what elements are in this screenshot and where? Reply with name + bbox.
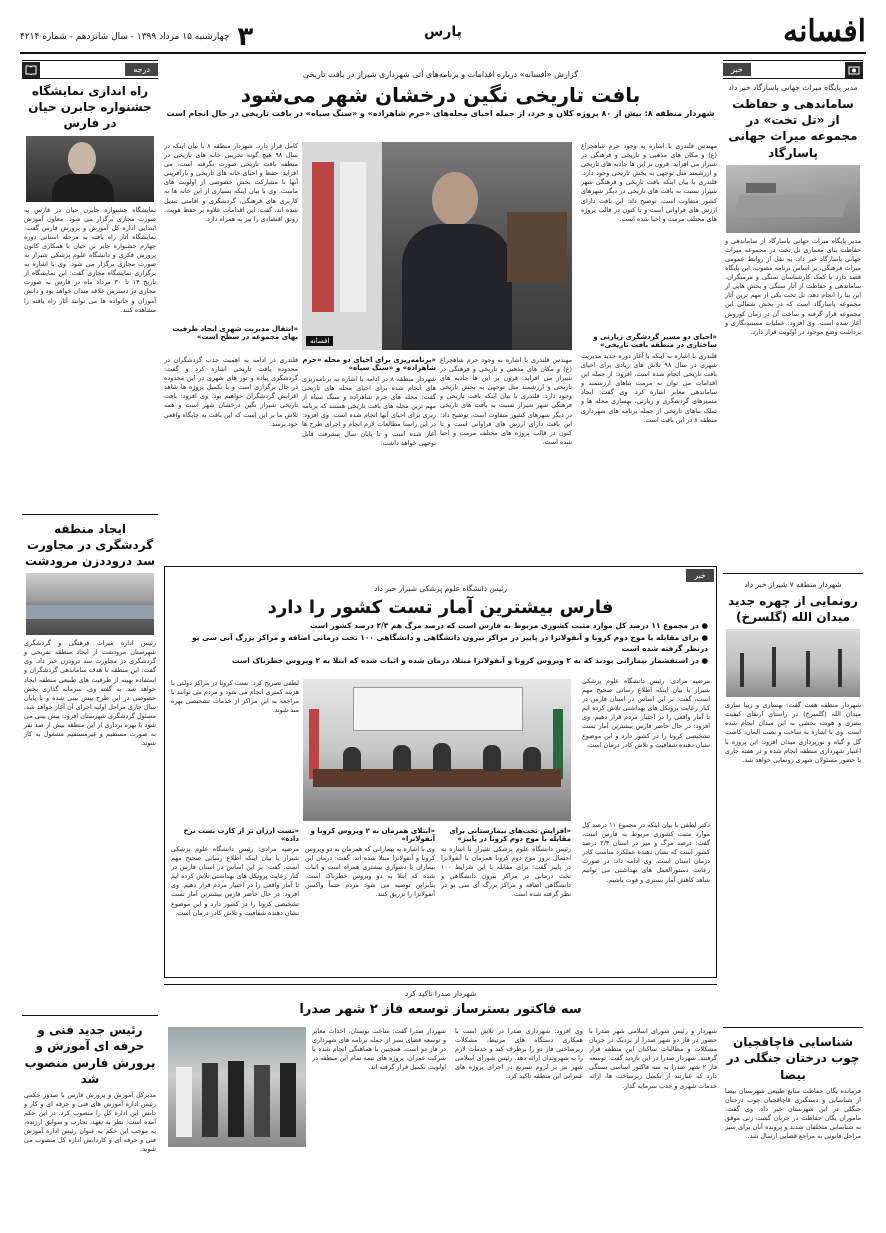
lead-body-b: قلندری با اشاره به اینکه با آغاز دوره جدید مدیریت شهری در سال ۹۸ تلاش های زیادی برای احیای بافت تاریخی انجام شده است، افزود: از جمله این اقدامات می توان به مرمت بناهای ارزشمند و ساماندهی معابر اشاره کرد. وی گفت: ایجاد مسیرهای گردشگری و زیارتی، بهسازی محله ها و تملک بناهای تاریخی از جمله برنامه های شهرداری منطقه ۸ در این بافت است. [581, 352, 717, 424]
right-story1-kicker: مدیر پایگاه میراث جهانی پاسارگاد خبر داد [728, 83, 858, 92]
second-story-tagbar [167, 569, 714, 582]
second-col-left [171, 827, 299, 973]
right-story3-title: شناسایی قاچاقچیان چوب درختان جنگلی در بیضا [726, 1035, 860, 1082]
third-body-a: شهردار و رئیس شورای اسلامی شهر صدرا با حضور در فاز دو شهر صدرا از نزدیک در جریان مشکلات و مطالبات ساکنان این منطقه قرار گرفتند. شهردار صدرا در این بازدید گفت: توسعه فاز ۲ شهر صدرا به سه فاکتور اساسی بستگی دارد که عبارتند از تکمیل زیرساخت ها، ارائه خدمات شهری و جذب سرمایه گذار. [589, 1027, 717, 1090]
bullet-item: ● در استفشمار بیمارانی بودند که به ۲ ویروس کرونا و آنفولانزا مبتلا، درمان شده و اثبات شده که ابتلا به ۲ ویروس خطرناک است [231, 655, 708, 665]
lead-body-e: قلندری در ادامه به اهمیت جذب گردشگران در محدوده بافت تاریخی اشاره کرد و گفت: گردشگری پیاده و تور های شهری در این محدوده در حال برگزاری است و با تکمیل پروژه ها شاهد افزایش گردشگران خواهیم بود. وی افزود: بافت تاریخی شیراز نگین درخشان شهر است و همه تلاش ما بر این است که این بافت به جایگاه واقعی خود برسد. [164, 356, 298, 428]
left-story3-title: رئیس جدید فنی و حرفه ای آموزش و پرورش فارس منصوب شد [24, 1023, 156, 1086]
right-story2-body: شهردار منطقه هفت گفت: بهسازی و زیبا سازی میدان الله (گلسرخ) در راستای ارتقای کیفیت بصری و هویت بخشی به این میدان انجام شده است. وی با اشاره به ساخت و نصب المان، کاشت گل و گیاه و نورپردازی میدان افزود: این پروژه با اعتبار شهرداری منطقه انجام شده و در هفته جاری با حضور مسئولان شهری رونمایی خواهد شد. [725, 701, 861, 764]
left-tagbar [22, 61, 158, 79]
lead-kicker: گزارش «افسانه» درباره اقدامات و برنامه‌های آتی شهرداری شیراز در بافت تاریخی [302, 70, 579, 79]
third-story-kicker: شهردار صدرا تاکید کرد [404, 989, 477, 998]
second-body-d: وی با اشاره به بیمارانی که همزمان به دو ویروس کرونا و آنفولانزا مبتلا شده اند، گفت: درمان این بیماران با دشواری بیشتری همراه است و اثبات شده که ابتلا به دو ویروس خطرناک است. بنابراین توصیه می شود مردم حتماً واکسن آنفولانزا را تزریق کنند. [305, 845, 435, 899]
section-name: پارس [424, 24, 462, 40]
lead-col-mid-left [164, 356, 298, 562]
right-story1-photo [726, 165, 860, 233]
left-story1-body: نمایشگاه جشنواره جابرن حیان در فارس به صورت مجازی برگزار می شود. معاون آموزش ابتدایی اداره کل آموزش و پرورش فارس گفت: نمایشگاه آثار راه یافته به مرحله استانی دوره چهارم جشنواره جابر بن حیان با همکاری کانون پرورش فکری و دانشگاه علوم پزشکی شیراز به صورت مجازی برگزار می شود. وی با اشاره به برگزاری نمایشگاه مجازی گفت: این نمایشگاه از تاریخ ۱۴ تا ۳۰ مرداد ماه در فارس به صورت مجازی در دسترس علاقه مندان خواهد بود و دانش آموزان و خانواده ها می توانند آثار راه یافته را مشاهده کنند. [24, 205, 157, 314]
lead-photo-tag: افسانه [306, 336, 333, 346]
lead-subhead-3: «انتقال مدیریت شهری ایجاد ظرفیت بهای مجموعه در سطح است» [172, 325, 298, 341]
right-story3-body: فرمانده یگان حفاظت منابع طبیعی شهرستان بیضا از شناسایی و دستگیری قاچاقچیان چوب درختان جنگلی در این شهرستان خبر داد. وی گفت: ماموران یگان حفاظت در جریان گشت زنی موفق به شناسایی متخلفان شدند و پرونده آنان برای سیر مراحل قانونی به مراجع قضایی ارسال شد. [725, 1086, 861, 1141]
book-icon [22, 62, 40, 78]
third-col-left [312, 1027, 446, 1219]
left-story1-title: راه اندازی نمایشگاه جشنواره جابرن حیان در فارس [28, 84, 152, 131]
right-story2-photo [726, 629, 860, 697]
right-column [723, 60, 863, 1220]
camera-icon [845, 62, 863, 78]
date-line: چهارشنبه ۱۵ مرداد ۱۳۹۹ - سال شانزدهم - شماره ۴۲۱۴ [20, 32, 230, 42]
lead-col-right [581, 142, 717, 562]
second-col-left-top [171, 679, 299, 821]
second-body-e: لطفی تصریح کرد: تست کرونا در مراکز دولتی با هزینه کمتری انجام می شود و مردم می توانند با مراجعه به این مراکز از خدمات تشخیصی بهره مند شوند. [171, 679, 299, 715]
lead-body-d: کامل قرار دارد. شهردار منطقه ۸ با بیان اینکه در سال ۹۸ هیچ گونه تخریبی خانه های تاریخی در منطقه بافت تاریخی صورت نگرفته است، می افزاید: حفظ و احیای خانه های تاریخی و بازآفرینی آنها با مشارکت بخش خصوصی از اولویت های ماست. وی با بیان اینکه بسیاری از این خانه ها به کاربری های فرهنگی، گردشگری و اقامتی تبدیل شده اند، گفت: این اقدامات علاوه بر حفظ هویت، رونق اقتصادی را نیز به همراه دارد. [164, 142, 298, 223]
second-body-b: دکتر لطفی با بیان اینکه در مجموع ۱۱ درصد کل موارد مثبت کشوری مربوط به فارس است، گفت: درصد مرگ و میر در استان ۲/۳ درصد کشور است که نشان دهنده عملکرد مناسب کادر درمان استان است. وی ادامه داد: در صورت رعایت دستورالعمل های بهداشتی می توانیم شاهد کاهش آمار بستری و فوت باشیم. [582, 821, 710, 884]
lead-summary: شهردار منطقه ۸: بیش از ۸۰ پروژه کلان و خرد، از جمله احیای محله‌های «حرم شاهزاده» و «سنگ سیاه» در بافت تاریخی در حال انجام است [166, 109, 715, 118]
right-tagbar [723, 61, 863, 79]
right-story1-body: مدیر پایگاه میراث جهانی پاسارگاد از ساماندهی و حفاظت بنای معماری تل تخت در مجموعه میراث جهانی پاسارگاد خبر داد. به نقل از روابط عمومی میراث فرهنگی، بر اساس برنامه مصوب، این پایگاه قصد دارد با کمک کارشناسان سنگی و مرمتگران، ساماندهی و حفاظت از آثار سنگی و بخش هایی از این بنا را انجام دهد. تل تخت یکی از مهم ترین آثار مجموعه پاسارگاد است که در بخش شمالی این مجموعه قرار گرفته و ساخت آن در زمان کوروش آغاز شده است. وی افزود: عملیات مستندنگاری و برداشت وضع موجود در اولویت قرار دارد. [725, 236, 861, 336]
divider [22, 514, 158, 515]
lead-subhead-1: «احیای دو مسیر گردشگری زیارتی و ساختاری در منطقه بافت تاریخی» [593, 333, 717, 349]
lead-title: بافت تاریخی نگین درخشان شهر می‌شود [240, 83, 641, 107]
second-subhead-3: «تست ارزان تر از کارت تست نرخ داده» [183, 827, 299, 843]
left-story2-body: رئیس اداره میراث فرهنگی و گردشگری شهرستان مرودشت از ایجاد منطقه تفریحی و گردشگری در مجاورت سد درودزن خبر داد. وی گفت: این منطقه با هدف ساماندهی گردشگران و استفاده بهینه از ظرفیت های طبیعی منطقه ایجاد خواهد شد. به گفته وی، سرمایه گذاری بخش خصوصی در این طرح پیش بینی شده و تا پایان سال جاری مراحل اولیه اجرای آن آغاز خواهد شد. مسئول گردشگری شهرستان افزود: پیش بینی می شود با بهره برداری از این منطقه بیش از صد نفر به صورت مستقیم و غیرمستقیم مشغول به کار شوند. [24, 639, 156, 748]
divider [22, 1015, 158, 1016]
divider [723, 1027, 863, 1028]
second-story-tag: خبر [686, 569, 714, 582]
left-story2-title: ایجاد منطقه گردشگری در مجاورت سد دروددزن مرودشت [24, 521, 156, 568]
third-body-b: وی افزود: شهرداری صدرا در تلاش است با همکاری دستگاه های مرتبط، مشکلات زیرساختی فاز دو را برطرف کند و خدمات لازم را به شهروندان ارائه دهد. رئیس شورای اسلامی شهر نیز بر لزوم تسریع در اجرای پروژه های عمرانی این منطقه تاکید کرد. [455, 1027, 583, 1081]
lead-body-a: مهندس قلندری با اشاره به وجود حرم شاهچراغ (ع) و مکان های مذهبی و تاریخی و فرهنگی در شیراز می افزاید: قرون بر این ها جاذبه های تاریخی و ارزشمند مثل توجهی به بخش تاریخی وجود دارد. قلندری با بیان اینکه بافت تاریخی و فرهنگی شهر شیراز نسبت به بافت های تاریخی در دیگر شهرهای کشور متفاوت است، توضیح داد: این بافت دارای ارزش های فراوانی است و تا کنون در قالب پروژه های مختلف مرمت و احیا شده است. [581, 142, 717, 223]
lead-col-mid-center [440, 356, 572, 562]
lead-body-c2: مهندس قلندری با اشاره به وجود حرم شاهچراغ (ع) و مکان های مذهبی و تاریخی و فرهنگی در شیراز می افزاید: قرون بر این ها جاذبه های تاریخی و ارزشمند مثل توجهی به بخش تاریخی وجود دارد. قلندری با بیان اینکه بافت تاریخی و فرهنگی شهر شیراز نسبت به بافت های تاریخی در دیگر شهرهای کشور متفاوت است، توضیح داد: این بافت دارای ارزش های فراوانی است و تا کنون در قالب پروژه های مختلف مرمت و احیا شده است. [440, 356, 572, 446]
right-story2-kicker: شهردار منطقه ۷ شیراز خبر داد [744, 579, 842, 589]
second-body-a: مرضیه مرادی: رئیس دانشگاه علوم پزشکی شیراز با بیان اینکه اطلاع رسانی صحیح مهم است، گفت: بر این اساس در استان فارس در کنار رعایت پروتکل های بهداشتی تلاش کرده ایم تا آمار واقعی را در اختیار مردم قرار دهیم. وی افزود: در حال حاضر فارس بیشترین آمار تست تشخیصی کرونا را در کشور دارد و این موضوع نشان دهنده شفافیت و تلاش کادر درمان است. [582, 677, 710, 749]
second-story-bullets [173, 620, 708, 667]
left-column-tag: درجه [125, 63, 158, 76]
second-subhead-1: «افزایش تخت‌های بیمارستانی برای مقابله با موج دوم کرونا در پاییز» [449, 827, 571, 843]
third-story-title: سه فاکتور بسترساز توسعه فاز ۲ شهر صدرا [299, 1002, 582, 1017]
second-subhead-2: «ابتلای همزمان به ۲ ویروس کرونا و آنفولانزا» [310, 827, 435, 843]
lead-body-c: شهردار منطقه ۸ در ادامه با اشاره به برنامه‌ریزی های انجام شده برای احیای محله های تاریخی گفت: محله های حرم شاهزاده و سنگ سیاه از مهم ترین محله های بافت تاریخی هستند که برنامه ریزی برای احیای آنها انجام شده است. وی افزود: در این راستا مطالعات لازم انجام و اجرای طرح ها آغاز شده است و تا پایان سال پیشرفت قابل توجهی خواهد داشت. [302, 375, 436, 447]
lead-photo [302, 142, 572, 350]
center-column [164, 60, 717, 1220]
third-body-c: شهردار صدرا گفت: ساخت بوستان، احداث معابر و توسعه فضای سبز از جمله برنامه های شهرداری در فاز دو است. همچنین با هماهنگی انجام شده با شرکت عمران، پروژه های نیمه تمام این منطقه در اولویت تکمیل قرار گرفته اند. [312, 1027, 446, 1072]
right-story2-title: رونمایی از چهره جدید میدان الله (گلسرخ) [728, 593, 858, 624]
second-story-kicker: رئیس دانشگاه علوم پزشکی شیراز خبر داد [374, 584, 507, 593]
third-col-mid [455, 1027, 583, 1219]
page-number: ۳ [237, 22, 254, 52]
masthead [20, 14, 866, 54]
second-col-right [582, 677, 710, 973]
divider [723, 573, 863, 574]
second-story-title: فارس بیشترین آمار تست کشور را دارد [267, 597, 614, 618]
second-story-photo [303, 679, 571, 821]
second-body-f: مرضیه مرادی: رئیس دانشگاه علوم پزشکی شیراز با بیان اینکه اطلاع رسانی صحیح مهم است، گفت: بر این اساس در استان فارس در کنار رعایت پروتکل های بهداشتی تلاش کرده ایم تا آمار واقعی را در اختیار مردم قرار دهیم. وی افزود: در حال حاضر فارس بیشترین آمار تست تشخیصی کرونا را در کشور دارد و این موضوع نشان دهنده شفافیت و تلاش کادر درمان است. [171, 845, 299, 917]
third-story-photo [168, 1027, 306, 1147]
third-col-right [589, 1027, 717, 1219]
right-story1-title: ساماندهی و حفاظت از «تل تخت» در مجموعه میراث جهانی پاسارگاد [728, 97, 858, 160]
left-column [22, 60, 158, 1220]
newspaper-logo: افسانه [782, 14, 866, 49]
bullet-item: ● در مجموع ۱۱ درصد کل موارد مثبت کشوری مربوط به فارس است که درصد مرگ هم ۲/۳ درصد کشور است [309, 621, 708, 630]
lead-col-mid-right [302, 356, 436, 562]
lead-subhead-2: «برنامه‌ریزی برای احیای دو محله «حرم شاهزاده» و «سنگ سیاه» [302, 356, 436, 372]
third-story [164, 984, 717, 1220]
left-story2-photo [26, 573, 154, 635]
second-col-mid-left [305, 827, 435, 973]
second-body-c: رئیس دانشگاه علوم پزشکی شیراز با اشاره به احتمال بروز موج دوم کرونا همزمان با آنفولانزا در پاییز گفت: برای مقابله با این شرایط ۱۰۰ تخت درمانی در مراکز بیرون دانشگاهی و دانشگاهی اضافه و مراکز بزرگ آی سی یو در نظر گرفته شده است. [441, 845, 571, 899]
left-story1-photo [26, 136, 154, 202]
second-col-mid-right [441, 827, 571, 973]
left-story3-body: مدیرکل آموزش و پرورش فارس با صدور حکمی رئیس اداره آموزش های فنی و حرفه ای و کار و دانش این اداره کل را منصوب کرد. در این حکم آمده است: نظر به تعهد، تجارب و سوابق ارزنده، به موجب این حکم به عنوان رئیس اداره آموزش فنی و حرفه ای و کاردانش اداره کل منصوب می شوید. [24, 1090, 156, 1154]
bullet-item: ● برای مقابله با موج دوم کرونا و آنفولانزا در پاییز در مراکز بیرون دانشگاهی و دانشگاهی ۱۰۰ تخت درمانی اضافه و مراکز بزرگ آنی سی یو درنظر گرفته شده است [191, 632, 708, 654]
page-info [20, 22, 253, 52]
right-column-tag: خبر [723, 63, 751, 76]
lead-col-left-top [164, 142, 298, 352]
second-story-box [164, 566, 717, 978]
